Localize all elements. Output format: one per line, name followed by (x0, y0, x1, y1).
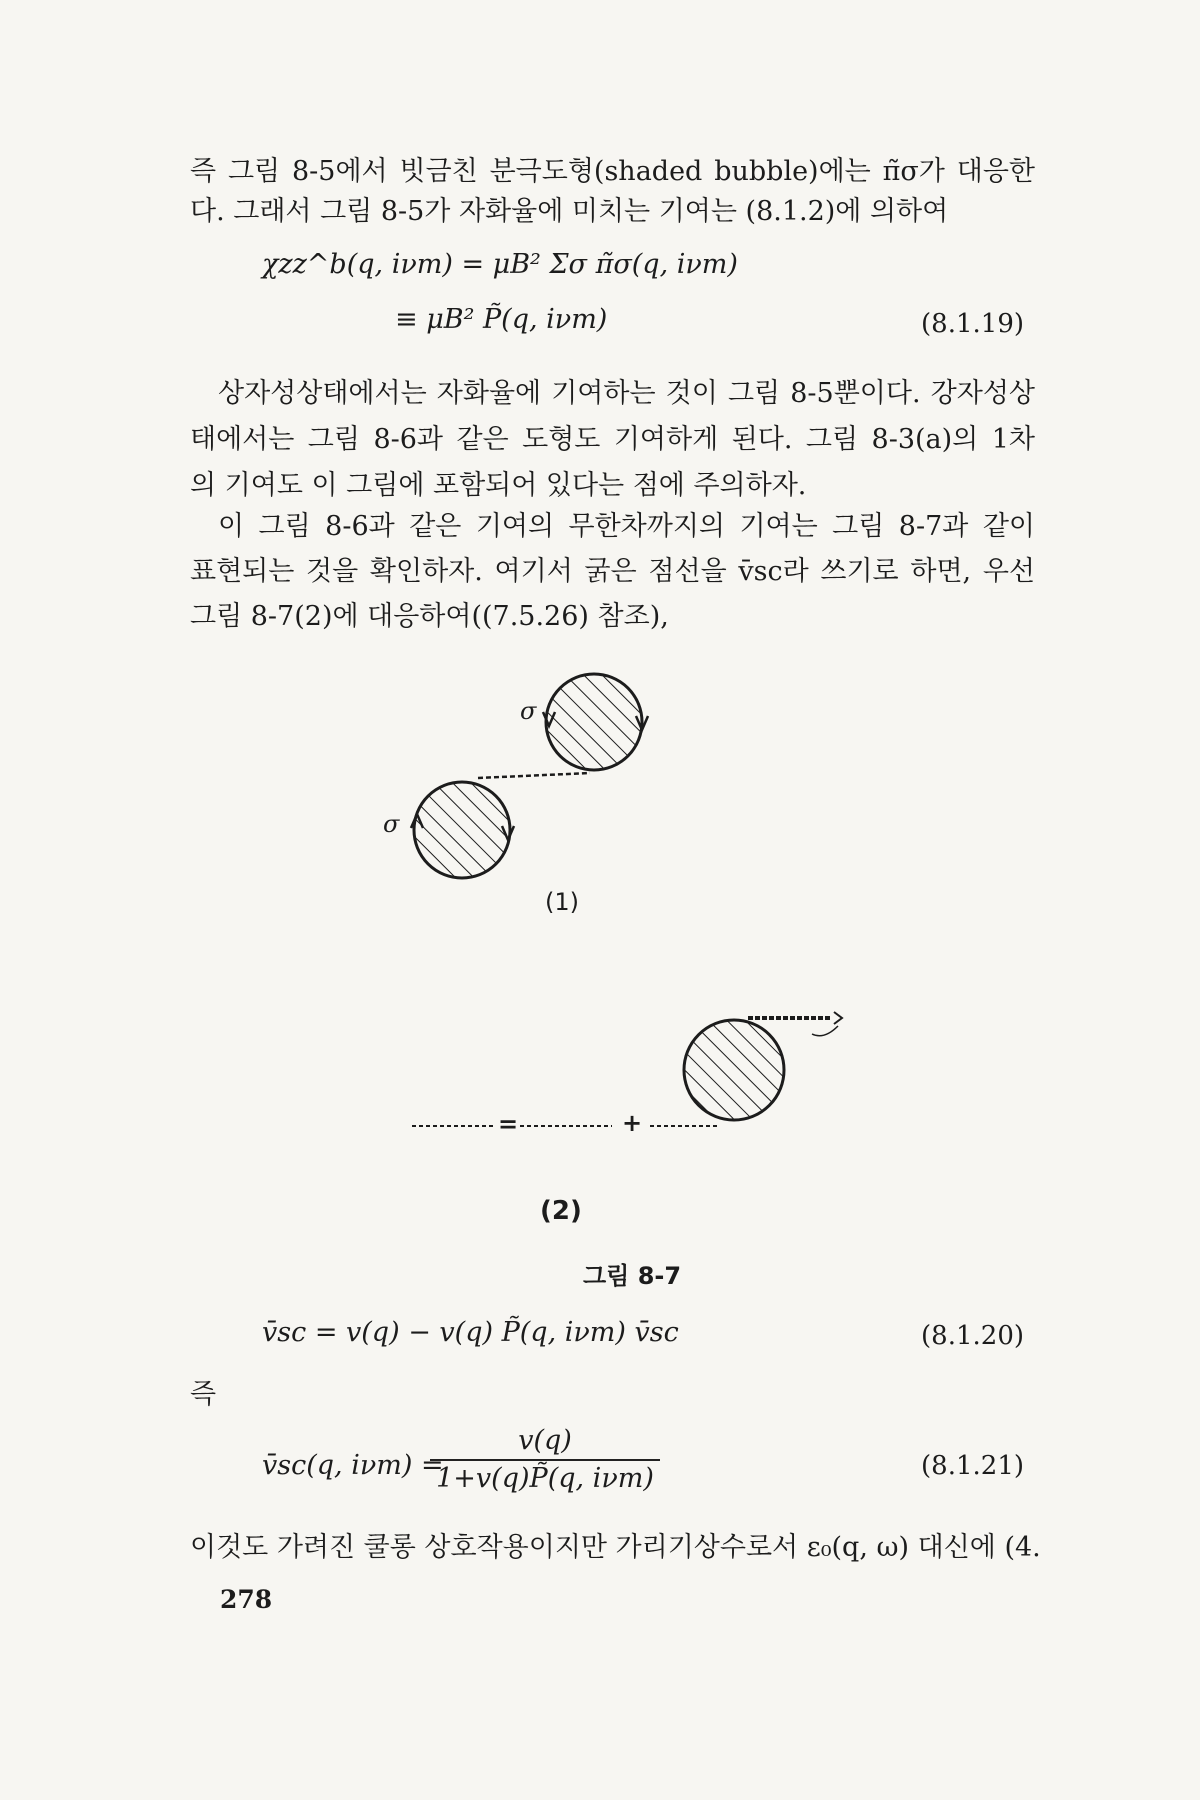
text-line: 의 기여도 이 그림에 포함되어 있다는 점에 주의하자. (190, 470, 807, 501)
equation-number: (8.1.20) (921, 1321, 1024, 1351)
text-line: 이 그림 8-6과 같은 기여의 무한차까지의 기여는 그림 8-7과 같이 (218, 511, 1035, 542)
figure-caption: 그림 8-7 (583, 1262, 682, 1290)
plus-sign: + (622, 1109, 643, 1137)
text-line: 그림 8-7(2)에 대응하여((7.5.26) 참조), (190, 601, 669, 632)
equals-sign: = (498, 1110, 519, 1138)
fraction-denominator: 1+v(q)P̃(q, iνm) (436, 1463, 654, 1494)
text-line: 이것도 가려진 쿨롱 상호작용이지만 가리기상수로서 ε₀(q, ω) 대신에 (4. (190, 1532, 1041, 1563)
page-number: 278 (220, 1585, 273, 1614)
equation-8-1-19-line1: χzz^b(q, iνm) = μB² Σσ π̃σ(q, iνm) (262, 249, 738, 280)
text-line: 표현되는 것을 확인하자. 여기서 굵은 점선을 v̄sc라 쓰기로 하면, 우선 (190, 556, 1035, 587)
shaded-bubble (414, 782, 510, 878)
equation-number: (8.1.21) (921, 1451, 1024, 1481)
text-line: 상자성상태에서는 자화율에 기여하는 것이 그림 8-5뿐이다. 강자성상 (218, 378, 1035, 409)
sigma-label: σ (383, 810, 400, 838)
curved-tick-icon (812, 1026, 838, 1036)
equation-8-1-21-fraction (430, 1425, 660, 1495)
shaded-bubble (684, 1020, 784, 1120)
text-line: 태에서는 그림 8-6과 같은 도형도 기여하게 된다. 그림 8-3(a)의 1차 (190, 424, 1035, 455)
figure-part-label: (2) (540, 1196, 582, 1226)
figure-part-label: (1) (545, 888, 579, 916)
dashed-interaction-line (478, 773, 590, 778)
equation-8-1-21-lhs: v̄sc(q, iνm) = (262, 1450, 444, 1481)
fraction-numerator: v(q) (518, 1425, 572, 1456)
shaded-bubble (546, 674, 642, 770)
sigma-label: σ (520, 697, 537, 725)
fraction-bar (430, 1459, 660, 1461)
text-line: 즉 그림 8-5에서 빗금친 분극도형(shaded bubble)에는 π̃σ가 대응한 (190, 156, 1035, 187)
text-line: 즉 (190, 1379, 217, 1410)
equation-8-1-19-line2: ≡ μB² P̃(q, iνm) (395, 304, 608, 335)
text-line: 다. 그래서 그림 8-5가 자화율에 미치는 기여는 (8.1.2)에 의하여 (190, 196, 949, 227)
equation-number: (8.1.19) (921, 309, 1024, 339)
line-end-icon (834, 1012, 842, 1024)
equation-8-1-20: v̄sc = v(q) − v(q) P̃(q, iνm) v̄sc (262, 1317, 679, 1348)
